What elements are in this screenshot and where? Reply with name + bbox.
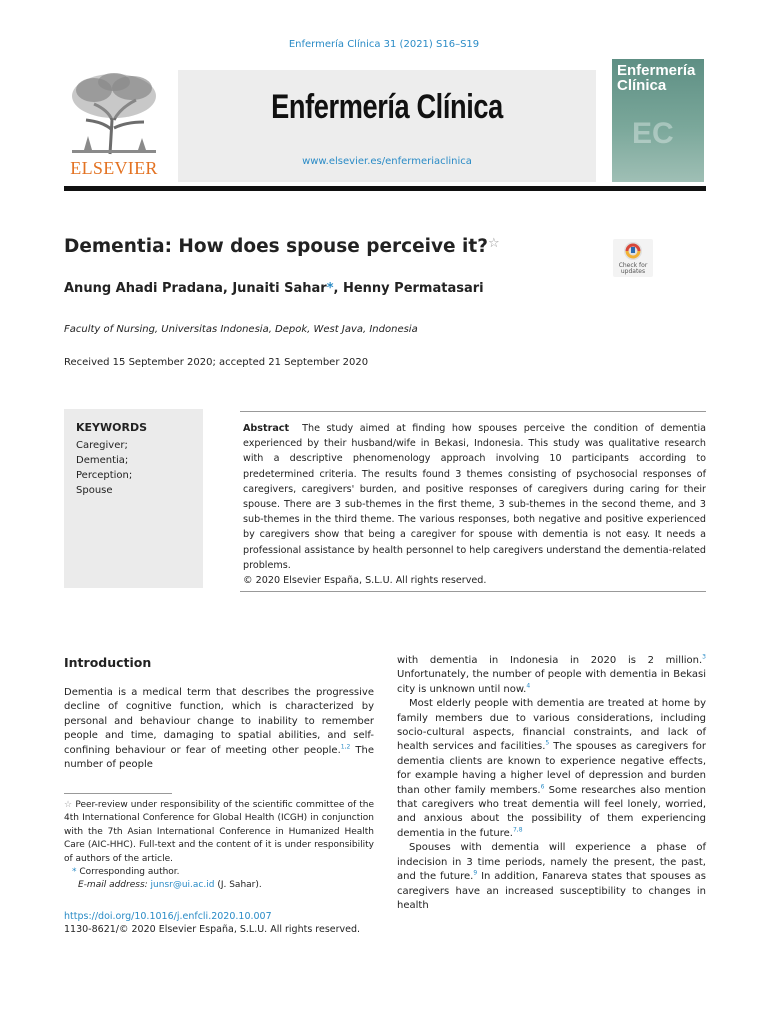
author-list (64, 281, 484, 296)
paragraph-text: with dementia in Indonesia in 2020 is 2 million. (397, 655, 703, 666)
affiliation: Faculty of Nursing, Universitas Indonesia, Depok, West Java, Indonesia (64, 324, 418, 335)
corresponding-author-marker[interactable]: * (326, 281, 334, 296)
check-for-updates-button[interactable] (613, 239, 653, 277)
paragraph-text: Most elderly people with dementia are treated at home by family members due to various considerations, including socio-cultural aspects, financial constraints, and lack of health services and facilities. (397, 698, 706, 753)
paragraph-text: Spouses with dementia will experience a phase of indecision in 3 time periods, namely the present, the past, and the future. (397, 842, 706, 883)
footnote-text: Corresponding author. (79, 867, 180, 878)
paragraph-text: Some researches also mention that caregivers who treat dementia will feel lonely, worried, and anxious about the possibility of them experiencing dementia in the future. (397, 784, 706, 839)
introduction-paragraph (64, 686, 374, 772)
reference-link[interactable]: 3 (702, 653, 706, 661)
abstract-text: The study aimed at finding how spouses perceive the condition of dementia experienced by their husband/wife in Bekasi, Indonesia. This study was qualitative research with a descriptive phenomenology approach involving 10 participants according to predetermined criteria. The results found 3 themes consisting of psychosocial responses of caregivers, caregivers' burden, and positive responses of caregivers during caring for their spouse. There are 3 sub-themes in the first theme, 3 sub-themes in the second theme, and 3 sub-themes in the third theme. The various responses, both negative and positive experienced by caregivers show that being a caregiver for spouse with dementia is not easy. It needs a professional assistance by health personnel to help caregivers understand the dementia-related problems. (243, 423, 706, 571)
author-name[interactable]: Junaiti Sahar (232, 281, 327, 296)
check-updates-label: Check for updates (618, 262, 648, 275)
reference-link[interactable]: 5 (545, 740, 550, 748)
paragraph-text: The number of people (64, 744, 374, 771)
article-title (64, 236, 500, 257)
reference-link[interactable]: 4 (526, 682, 531, 690)
keyword-item: Spouse (76, 485, 113, 496)
keywords-list (76, 438, 132, 498)
paragraph-text: The spouses as caregivers for dementia clients are known to experience negative effects, for example having a higher level of depression and burden than other family members. (397, 741, 706, 796)
header-rule (64, 186, 706, 191)
body-paragraph (397, 697, 706, 841)
author-name[interactable]: , Henny Permatasari (333, 281, 484, 296)
elsevier-tree-icon (64, 70, 164, 158)
abstract-label: Abstract (243, 423, 290, 434)
introduction-heading: Introduction (64, 655, 152, 670)
reference-link[interactable]: 1,2 (340, 743, 351, 751)
cover-title: Enfermería Clínica (617, 62, 696, 94)
reference-link[interactable]: 7,8 (512, 826, 523, 834)
keywords-heading: KEYWORDS (76, 421, 148, 434)
issn-copyright: 1130-8621/© 2020 Elsevier España, S.L.U. All rights reserved. (64, 924, 361, 935)
body-column-right (397, 654, 706, 913)
paragraph-text: In addition, Fanareva states that spouses as caregivers have an increased susceptibility to changes in health (397, 871, 707, 911)
author-name[interactable]: Anung Ahadi Pradana, (64, 281, 228, 296)
check-updates-icon (613, 239, 653, 263)
footnote-marker: * (72, 867, 77, 878)
footnote-email (64, 879, 374, 892)
elsevier-logo (64, 70, 164, 182)
journal-citation[interactable]: Enfermería Clínica 31 (2021) S16–S19 (288, 39, 480, 50)
abstract-rule-bottom (240, 591, 706, 592)
email-label: E-mail address: (78, 880, 148, 891)
keyword-item: Perception; (76, 470, 133, 481)
footnote-corresponding (64, 866, 374, 879)
journal-title: Enfermería Clínica (271, 88, 503, 126)
body-paragraph (397, 841, 706, 913)
abstract-copyright: © 2020 Elsevier España, S.L.U. All rights reserved. (243, 575, 487, 587)
abstract (243, 421, 706, 588)
footnote-rule (64, 793, 172, 794)
journal-url-link[interactable]: www.elsevier.es/enfermeriaclinica (302, 156, 472, 167)
received-dates: Received 15 September 2020; accepted 21 September 2020 (64, 357, 369, 368)
article-title-text: Dementia: How does spouse perceive it? (64, 236, 488, 257)
elsevier-wordmark: ELSEVIER (70, 158, 158, 178)
paragraph-text: Dementia is a medical term that describes the progressive decline of cognitive function, which is characterized by personal and behaviour change to inability to remember people and time, damaging to spatial abilities, and self-confining behaviour or fear of meeting other people. (64, 687, 374, 756)
journal-masthead (178, 70, 596, 182)
footnotes (64, 799, 374, 893)
cover-mark: EC (632, 117, 674, 150)
journal-cover-thumbnail (612, 59, 704, 182)
email-owner: (J. Sahar). (217, 880, 262, 891)
title-footnote-star[interactable]: ☆ (487, 236, 500, 251)
keyword-item: Caregiver; (76, 440, 128, 451)
doi-link[interactable]: https://doi.org/10.1016/j.enfcli.2020.10.007 (64, 911, 272, 922)
reference-link[interactable]: 6 (540, 783, 545, 791)
keyword-item: Dementia; (76, 455, 129, 466)
abstract-rule-top (240, 411, 706, 412)
footnote-text: Peer-review under responsibility of the scientific committee of the 4th International Conference for Global Health (ICGH) in conjunction with the 7th Asian International Conference in Humanized Health Care (AIC-HHC). Full-text and the content of it is under responsibility of authors of the article. (64, 800, 374, 864)
paragraph-text: Unfortunately, the number of people with dementia in Bekasi city is unknown until now. (397, 669, 706, 695)
body-paragraph (397, 654, 706, 697)
footnote-star: ☆ (64, 800, 73, 810)
keywords-box (64, 409, 203, 588)
reference-link[interactable]: 9 (473, 869, 478, 877)
email-link[interactable]: junsr@ui.ac.id (150, 880, 215, 891)
footnote-peer-review (64, 799, 374, 866)
